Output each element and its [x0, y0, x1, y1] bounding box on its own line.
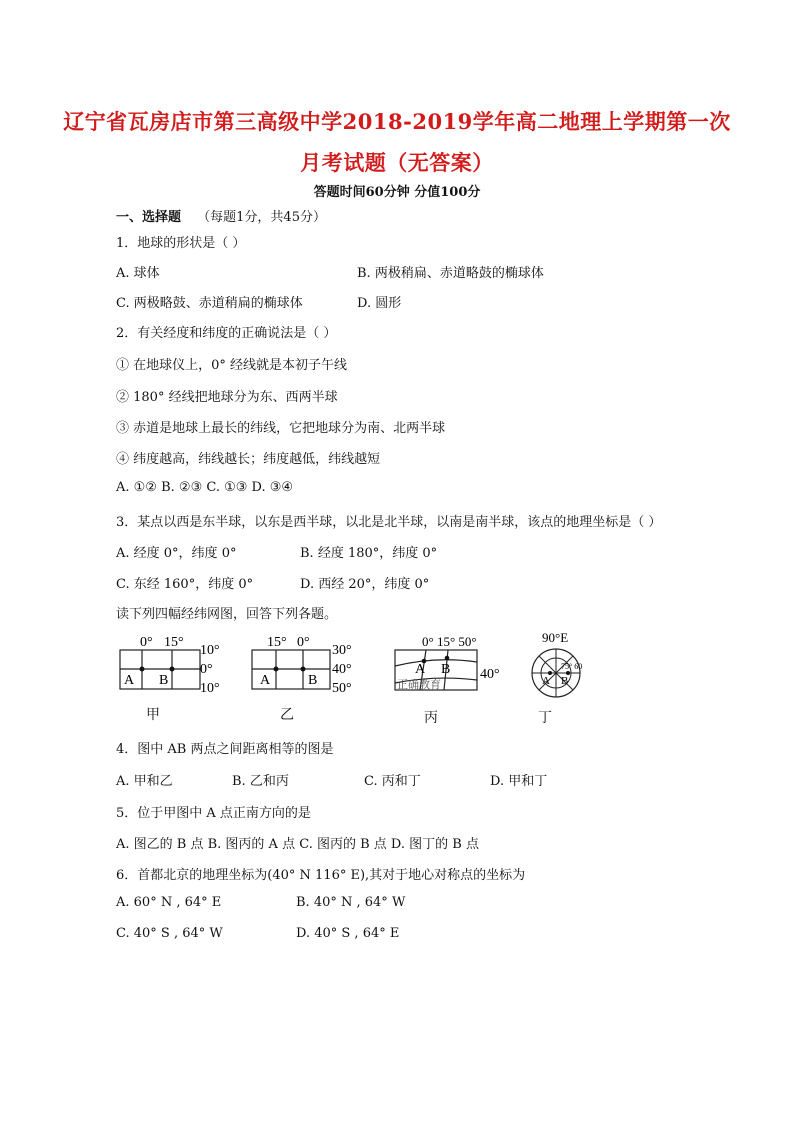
- q2-statement-2: ② 180° 经线把地球分为东、西两半球: [116, 390, 338, 405]
- q1-option-d: D. 圆形: [357, 296, 402, 311]
- q5-options: A. 图乙的 B 点 B. 图丙的 A 点 C. 图丙的 B 点 D. 图丁的 B 点: [116, 837, 479, 852]
- read-instruction: 读下列四幅经纬网图，回答下列各题。: [116, 607, 338, 622]
- q4-option-c: C. 丙和丁: [364, 774, 421, 789]
- bing-lat-label: 40°: [480, 667, 500, 682]
- caption-yi: 乙: [280, 707, 294, 723]
- q1-stem: 1．地球的形状是（ ）: [116, 236, 246, 251]
- q3-option-d: D. 西经 20°，纬度 0°: [300, 577, 430, 592]
- yi-lon-0: 0°: [297, 635, 310, 650]
- yi-lat-top: 30°: [332, 643, 352, 658]
- jia-lon-0: 0°: [140, 635, 153, 650]
- q2-statement-3: ③ 赤道是地球上最长的纬线，它把地球分为南、北两半球: [116, 421, 446, 436]
- ding-point-a: A: [542, 675, 550, 687]
- q3-option-c: C. 东经 160°，纬度 0°: [116, 577, 254, 592]
- q6-option-b: B. 40° N , 64° W: [296, 895, 406, 910]
- bing-point-a: A: [415, 662, 426, 677]
- exam-meta: 答题时间60分钟 分值100分: [313, 185, 481, 200]
- caption-bing: 丙: [424, 710, 438, 726]
- q6-option-c: C. 40° S , 64° W: [116, 926, 223, 941]
- graticule-figures: [110, 628, 610, 728]
- figure-ding: [532, 630, 582, 697]
- q4-option-d: D. 甲和丁: [490, 774, 548, 789]
- ding-lon-label: 90°E: [542, 630, 569, 645]
- bing-lon-labels: 0° 15° 50°: [422, 634, 477, 649]
- jia-lat-top: 10°: [200, 643, 220, 658]
- caption-jia: 甲: [146, 707, 160, 723]
- q3-option-b: B. 经度 180°，纬度 0°: [300, 546, 438, 561]
- section-heading: [116, 206, 326, 225]
- jia-lat-mid: 0°: [200, 662, 213, 677]
- q4-option-a: A. 甲和乙: [116, 774, 173, 789]
- jia-lat-bottom: 10°: [200, 681, 220, 696]
- jia-point-a: A: [124, 673, 135, 688]
- yi-lon-15: 15°: [267, 635, 287, 650]
- jia-point-b: B: [159, 673, 169, 688]
- bing-point-b: B: [441, 662, 451, 677]
- q3-stem: 3．某点以西是东半球，以东是西半球，以北是北半球，以南是南半球，该点的地理坐标是（ ）: [116, 515, 662, 530]
- q4-option-b: B. 乙和丙: [232, 774, 289, 789]
- q1-option-c: C. 两极略鼓、赤道稍扁的椭球体: [116, 296, 303, 311]
- q2-options: A. ①② B. ②③ C. ①③ D. ③④: [116, 480, 294, 495]
- ding-lat-label: 75° 60: [561, 662, 583, 671]
- q6-stem: 6．首都北京的地理坐标为(40° N 116° E),其对于地心对称点的坐标为: [116, 868, 526, 883]
- bing-watermark: 正确教育: [397, 679, 441, 691]
- caption-ding: 丁: [538, 710, 552, 726]
- yi-point-a: A: [260, 673, 271, 688]
- q2-statement-1: ① 在地球仪上，0° 经线就是本初子午线: [116, 358, 348, 373]
- jia-lon-15: 15°: [164, 635, 184, 650]
- yi-point-b: B: [308, 673, 318, 688]
- q1-option-b: B. 两极稍扁、赤道略鼓的椭球体: [357, 266, 544, 281]
- q3-option-a: A. 经度 0°，纬度 0°: [116, 546, 237, 561]
- q2-statement-4: ④ 纬度越高，纬线越长；纬度越低，纬线越短: [116, 452, 381, 467]
- document-title-line1: 辽宁省瓦房店市第三高级中学2018-2019学年高二地理上学期第一次: [63, 109, 731, 134]
- q4-stem: 4．图中 AB 两点之间距离相等的图是: [116, 742, 334, 757]
- q6-option-a: A. 60° N , 64° E: [116, 895, 222, 910]
- ding-point-b: B: [561, 675, 569, 687]
- figure-yi: [252, 635, 352, 696]
- q6-option-d: D. 40° S , 64° E: [296, 926, 400, 941]
- document-title-line2: 月考试题（无答案）: [300, 150, 494, 175]
- q5-stem: 5．位于甲图中 A 点正南方向的是: [116, 806, 311, 821]
- yi-lat-mid: 40°: [332, 662, 352, 677]
- section-name: 一、选择题: [116, 210, 182, 225]
- figure-jia: [120, 635, 220, 696]
- figure-bing: [395, 634, 500, 691]
- yi-lat-bottom: 50°: [332, 681, 352, 696]
- section-note: （每题1分，共45分）: [197, 210, 326, 225]
- q2-stem: 2．有关经度和纬度的正确说法是（ ）: [116, 326, 337, 341]
- q1-option-a: A. 球体: [116, 266, 160, 281]
